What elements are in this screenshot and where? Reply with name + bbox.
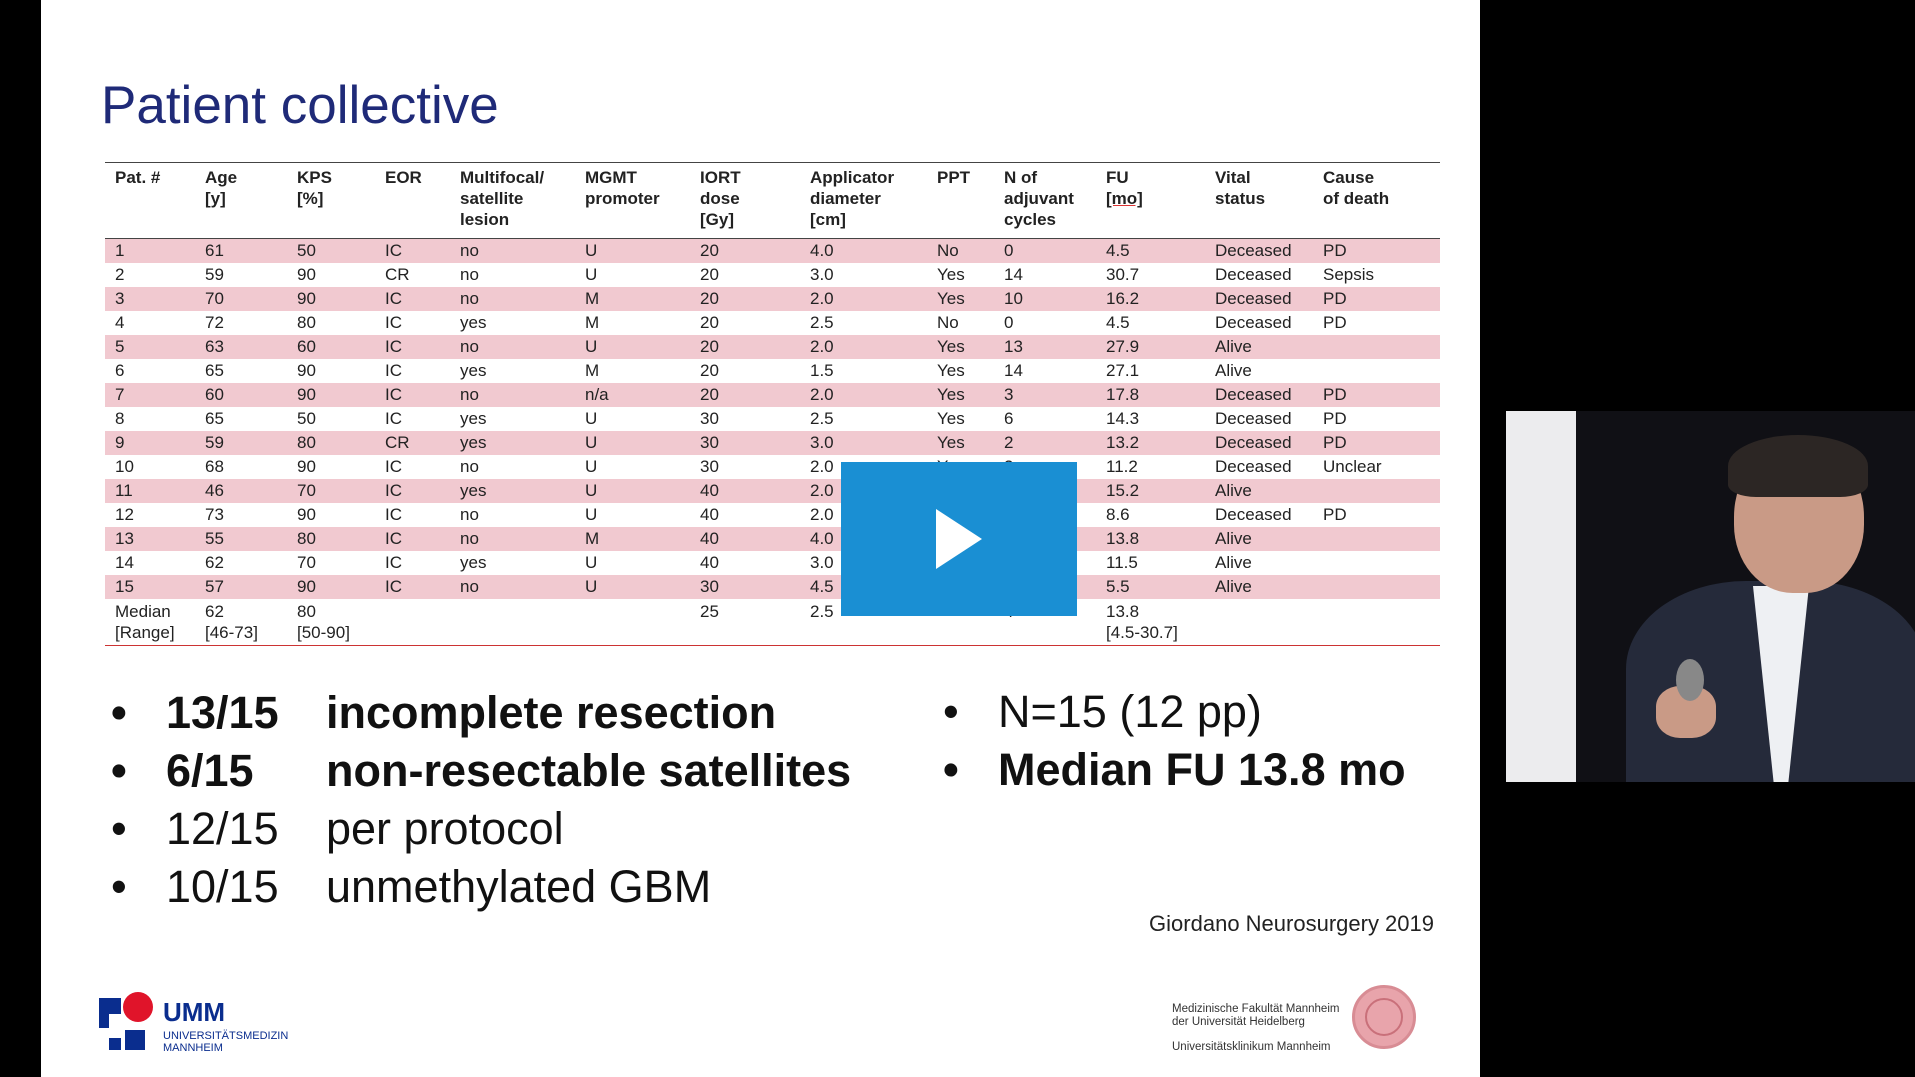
column-header: FU [mo] (1096, 163, 1205, 239)
table-cell: 4.5 (1096, 239, 1205, 264)
table-row (105, 575, 1440, 599)
table-cell: U (585, 457, 598, 476)
table-cell: 2.5 (810, 409, 834, 428)
table-cell: IC (385, 505, 402, 524)
slide-title: Patient collective (101, 76, 499, 135)
table-cell: 2.0 (800, 287, 927, 311)
table-cell: IC (375, 335, 450, 359)
table-cell: 61 (195, 239, 287, 264)
table-cell: 6 (1004, 409, 1014, 428)
table-cell: 15 (105, 575, 195, 599)
table-cell: Yes (927, 335, 994, 359)
table-cell: no (450, 383, 575, 407)
table-cell: CR (375, 431, 450, 455)
table-cell: 4.0 (800, 527, 927, 551)
table-cell: CR (385, 265, 410, 284)
table-cell: IC (375, 239, 450, 264)
table-cell: 90 (297, 457, 316, 476)
table-cell: 14.3 (1106, 409, 1140, 428)
table-cell: 7 (105, 383, 195, 407)
table-cell (1313, 359, 1440, 383)
table-cell: Yes (937, 265, 965, 284)
table-cell: 4.5 (800, 575, 927, 599)
table-cell: 13.8 [4.5-30.7] (1096, 599, 1205, 646)
table-cell: no (450, 575, 575, 599)
table-cell: U (585, 409, 598, 428)
table-cell: 65 (205, 409, 224, 428)
table-cell: 80 (297, 313, 316, 332)
bullet-text: per protocol (326, 803, 564, 854)
citation: Giordano Neurosurgery 2019 (1149, 911, 1434, 936)
table-cell: 20 (690, 383, 800, 407)
table-cell: no (460, 265, 479, 284)
table-cell: 57 (195, 575, 287, 599)
table-cell: 70 (297, 553, 316, 572)
table-cell: IC (385, 361, 402, 380)
table-cell: 3 (994, 383, 1096, 407)
table-cell: 2.0 (800, 383, 927, 407)
table-cell: 59 (195, 431, 287, 455)
column-header: KPS [%] (287, 163, 375, 239)
table-cell: 4.5 (1106, 313, 1130, 332)
table-cell: Yes (937, 361, 965, 380)
bullet-text: unmethylated GBM (326, 861, 712, 912)
table-cell: 73 (205, 505, 224, 524)
table-cell: 90 (287, 575, 375, 599)
table-cell: 46 (195, 479, 287, 503)
bullet-count: 6/15 (166, 745, 254, 796)
table-cell: Yes (927, 383, 994, 407)
table-cell: 3.0 (800, 431, 927, 455)
table-cell: 1 (105, 239, 195, 264)
bullet-text: N=15 (12 pp) (998, 686, 1262, 737)
table-cell: PD (1313, 287, 1440, 311)
table-cell: 25 (690, 599, 800, 646)
table-cell: 20 (700, 361, 719, 380)
table-cell: 12 (115, 505, 134, 524)
table-cell: U (585, 505, 598, 524)
table-cell: Deceased (1215, 313, 1292, 332)
table-cell: 5.5 (1096, 575, 1205, 599)
table-cell: U (575, 239, 690, 264)
table-cell: 2.5 (810, 313, 834, 332)
table-cell: PD (1323, 505, 1347, 524)
table-cell: 90 (297, 505, 316, 524)
table-cell: Deceased (1215, 505, 1292, 524)
table-cell: 27.9 (1096, 335, 1205, 359)
column-header: MGMT promoter (575, 163, 690, 239)
table-cell: M (585, 361, 600, 380)
table-cell: 3 (105, 287, 195, 311)
table-cell: yes (450, 431, 575, 455)
table-cell: yes (460, 409, 487, 428)
table-cell: Alive (1205, 335, 1313, 359)
table-cell: IC (385, 409, 402, 428)
bullet-dot: • (111, 687, 127, 738)
table-row (105, 335, 1440, 359)
table-cell: 13.8 (1096, 527, 1205, 551)
table-cell: 10 (994, 287, 1096, 311)
table-cell: 3.0 (810, 265, 834, 284)
video-play-button[interactable] (841, 462, 1077, 616)
bullet-dot: • (111, 803, 127, 854)
table-cell: Deceased (1205, 431, 1313, 455)
table-cell: no (450, 527, 575, 551)
table-cell: Deceased (1205, 287, 1313, 311)
table-cell: yes (460, 313, 487, 332)
table-cell: no (450, 239, 575, 264)
table-cell: Alive (1215, 553, 1252, 572)
table-cell: No (927, 239, 994, 264)
play-icon (936, 509, 982, 569)
table-cell: 30 (700, 457, 719, 476)
table-cell: Sepsis (1323, 265, 1375, 284)
table-cell: Median [Range] (105, 599, 195, 646)
table-cell: 65 (205, 361, 224, 380)
table-cell: 3.0 (810, 553, 834, 572)
university-seal-icon (1352, 985, 1416, 1049)
table-cell: 4.0 (800, 239, 927, 264)
table-cell: 0 (994, 239, 1096, 264)
table-cell: PD (1313, 431, 1440, 455)
table-cell: IC (385, 457, 402, 476)
table-cell (1313, 575, 1440, 599)
faculty-line2: der Universität Heidelberg (1172, 1016, 1305, 1028)
table-cell: M (585, 313, 600, 332)
microphone-icon (1676, 659, 1704, 701)
umm-logo-line1: UNIVERSITÄTSMEDIZIN (163, 1030, 289, 1042)
table-cell: IC (375, 287, 450, 311)
table-cell: Yes (927, 287, 994, 311)
column-header: N of adjuvant cycles (994, 163, 1096, 239)
table-cell: 90 (287, 383, 375, 407)
table-cell: U (585, 553, 598, 572)
table-cell (1313, 527, 1440, 551)
table-row (105, 287, 1440, 311)
column-header: Pat. # (105, 163, 195, 239)
table-cell: IC (375, 527, 450, 551)
table-cell: 50 (297, 409, 316, 428)
bullet-dot: • (943, 744, 959, 795)
bullet-text: incomplete resection (326, 687, 777, 738)
table-cell: 55 (195, 527, 287, 551)
table-row (105, 431, 1440, 455)
table-cell: No (937, 313, 959, 332)
table-cell (1205, 599, 1313, 646)
umm-logo-line2: MANNHEIM (163, 1042, 223, 1054)
median-row (105, 599, 1440, 646)
bullet-dot: • (111, 745, 127, 796)
table-cell: 60 (195, 383, 287, 407)
table-cell: 2.5 (800, 599, 927, 646)
table-cell: Yes (937, 409, 965, 428)
column-header: Applicator diameter [cm] (800, 163, 927, 239)
table-cell: 8.6 (1106, 505, 1130, 524)
table-cell: Alive (1205, 479, 1313, 503)
table-cell: 2 (115, 265, 125, 284)
table-cell: 40 (690, 479, 800, 503)
table-cell: 63 (195, 335, 287, 359)
table-cell: 30 (690, 431, 800, 455)
table-cell: 80 (287, 527, 375, 551)
table-cell: U (575, 335, 690, 359)
table-cell (575, 599, 690, 646)
table-cell: 70 (287, 479, 375, 503)
bullet-dot: • (111, 861, 127, 912)
table-cell: 90 (297, 361, 316, 380)
column-header: Multifocal/ satellite lesion (450, 163, 575, 239)
table-cell: IC (375, 383, 450, 407)
faculty-line1: Medizinische Fakultät Mannheim (1172, 1003, 1340, 1015)
table-row (105, 455, 1440, 479)
table-cell: 20 (690, 335, 800, 359)
table-cell: 13 (994, 335, 1096, 359)
table-cell: PD (1323, 409, 1347, 428)
table-cell: Unclear (1323, 457, 1382, 476)
table-cell: 13.2 (1096, 431, 1205, 455)
table-cell: 20 (700, 313, 719, 332)
column-header: IORT dose [Gy] (690, 163, 800, 239)
table-row (105, 527, 1440, 551)
table-cell: 14 (1004, 265, 1023, 284)
bullet-text: Median FU 13.8 mo (998, 744, 1406, 795)
table-cell: IC (375, 575, 450, 599)
table-row (105, 407, 1440, 431)
table-cell (375, 599, 450, 646)
umm-logo-name: UMM (163, 997, 226, 1027)
table-cell (450, 599, 575, 646)
table-cell: 72 (205, 313, 224, 332)
table-cell: Yes (927, 431, 994, 455)
table-cell: 13 (105, 527, 195, 551)
table-cell: 30.7 (1106, 265, 1140, 284)
table-cell: 59 (205, 265, 224, 284)
table-cell: yes (460, 553, 487, 572)
table-cell: PD (1313, 383, 1440, 407)
table-row (105, 239, 1440, 264)
table-cell: 15.2 (1096, 479, 1205, 503)
table-cell: 16.2 (1096, 287, 1205, 311)
table-cell: 20 (690, 287, 800, 311)
table-cell: Deceased (1215, 265, 1292, 284)
table-cell: U (575, 479, 690, 503)
table-row (105, 479, 1440, 503)
table-cell: 80 (287, 431, 375, 455)
table-cell: 2.0 (810, 505, 834, 524)
table-cell: 4 (115, 313, 125, 332)
table-row (105, 503, 1440, 527)
bullet-text: non-resectable satellites (326, 745, 852, 796)
table-cell: 2.0 (800, 479, 927, 503)
table-cell: U (585, 265, 598, 284)
table-cell: Deceased (1215, 409, 1292, 428)
table-cell: yes (460, 361, 487, 380)
table-cell: n/a (575, 383, 690, 407)
umm-logo (99, 990, 299, 1052)
faculty-line3: Universitätsklinikum Mannheim (1172, 1041, 1331, 1053)
bullet-count: 10/15 (166, 861, 279, 912)
table-cell: 90 (297, 265, 316, 284)
table-cell: IC (385, 313, 402, 332)
table-cell: 62 [46-73] (195, 599, 287, 646)
table-row (105, 359, 1440, 383)
table-cell: PD (1313, 239, 1440, 264)
table-cell: Deceased (1205, 239, 1313, 264)
column-header: PPT (927, 163, 994, 239)
table-cell: 17.8 (1096, 383, 1205, 407)
column-header: Age [y] (195, 163, 287, 239)
column-header: Cause of death (1313, 163, 1440, 239)
table-cell: 70 (195, 287, 287, 311)
table-cell: 40 (690, 527, 800, 551)
table-cell: 27.1 (1106, 361, 1140, 380)
table-cell: no (460, 505, 479, 524)
table-cell: 2 (994, 431, 1096, 455)
presentation-slide (41, 0, 1480, 1077)
table-header-row (105, 163, 1440, 239)
table-cell: yes (450, 479, 575, 503)
table-cell: M (575, 527, 690, 551)
table-cell: 1.5 (810, 361, 834, 380)
table-cell: no (450, 287, 575, 311)
table-cell: IC (375, 479, 450, 503)
table-cell: 40 (700, 505, 719, 524)
bullet-count: 12/15 (166, 803, 279, 854)
table-cell: 11 (105, 479, 195, 503)
table-cell: 0 (1004, 313, 1014, 332)
table-cell: 90 (287, 287, 375, 311)
table-cell: 11.5 (1106, 553, 1138, 572)
table-cell (1313, 479, 1440, 503)
table-cell (1313, 599, 1440, 646)
table-cell: 60 (287, 335, 375, 359)
table-cell: no (450, 335, 575, 359)
table-cell: no (460, 457, 479, 476)
table-cell: 6 (115, 361, 125, 380)
table-cell: 14 (115, 553, 134, 572)
table-cell: 20 (700, 265, 719, 284)
table-cell: Alive (1205, 575, 1313, 599)
faculty-logo-text (1172, 1003, 1339, 1054)
table-cell: Alive (1215, 361, 1252, 380)
table-cell: 30 (700, 409, 719, 428)
column-header: Vital status (1205, 163, 1313, 239)
table-cell: 2.0 (800, 335, 927, 359)
column-header: EOR (375, 163, 450, 239)
table-row (105, 263, 1440, 287)
table-cell: 11.2 (1106, 457, 1138, 476)
table-cell: M (575, 287, 690, 311)
table-cell: U (575, 575, 690, 599)
table-cell: 80 [50-90] (287, 599, 375, 646)
table-cell: 10 (115, 457, 134, 476)
patient-table (105, 162, 1440, 646)
speaker-webcam-video[interactable] (1506, 411, 1915, 782)
table-cell: 5 (105, 335, 195, 359)
table-row (105, 383, 1440, 407)
table-cell: Deceased (1215, 457, 1292, 476)
bullet-dot: • (943, 686, 959, 737)
table-cell: 40 (700, 553, 719, 572)
table-cell: Alive (1205, 527, 1313, 551)
table-cell: U (575, 431, 690, 455)
table-cell: 8 (115, 409, 125, 428)
table-cell: 2.0 (810, 457, 834, 476)
table-cell: 9 (105, 431, 195, 455)
table-cell: 68 (205, 457, 224, 476)
table-cell: 14 (1004, 361, 1023, 380)
table-row (105, 551, 1440, 575)
table-cell: IC (385, 553, 402, 572)
table-cell (1313, 551, 1440, 575)
bullet-count: 13/15 (166, 687, 279, 738)
table-cell: PD (1323, 313, 1347, 332)
table-cell: 62 (205, 553, 224, 572)
table-cell: 50 (287, 239, 375, 264)
table-cell: 30 (690, 575, 800, 599)
table-cell: 20 (690, 239, 800, 264)
table-row (105, 311, 1440, 335)
table-cell (1313, 335, 1440, 359)
table-cell: Deceased (1205, 383, 1313, 407)
